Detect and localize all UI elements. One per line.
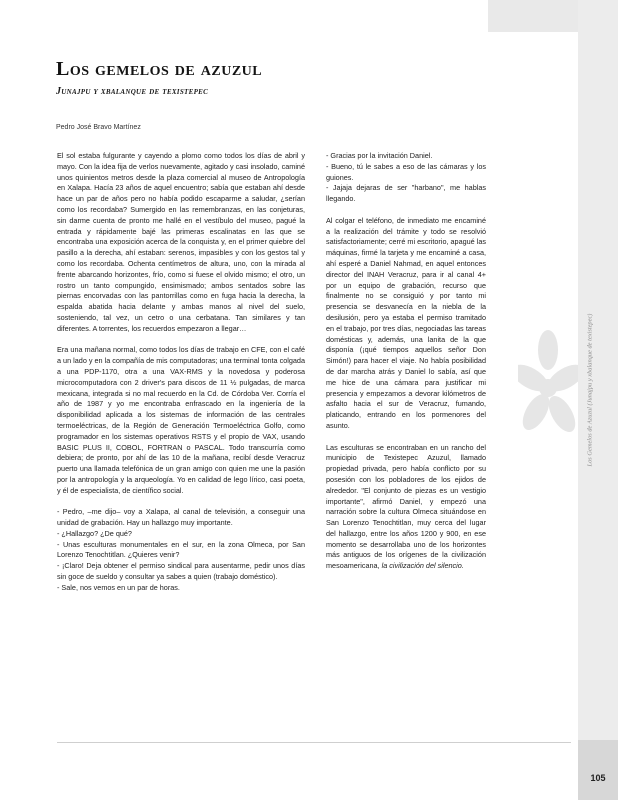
paragraph: El sol estaba fulgurante y cayendo a plomo como todos los días de abril y mayo. Con la idea fija de verlos nuevamente, agitado y casi insolado, caminé unos quinientos metros desde la plaza comercial al museo de Antropología en Xalapa. Hacía 23 años de aquel encuentro; sabía que estaban ahí desde hace un par de años pero no había podido escaparme a saludar, ¿serían como los recordaba? Sumergido en las remembranzas, en las conjeturas, sin darme cuenta de pronto me hallé en el vestíbulo del museo, pagué la entrada y rápidamente bajé las primeras escalinatas en las que se encontraba una exposición acerca de la conquista y, en el primer quiebre del pasillo a la derecha, ahí estaban: serenos, impasibles y con los gestos tal y como los recordaba. Ochenta centímetros de altura, uno, con la mirada al frente abarcando horizontes, frío, como si fuese el olvido mismo; el otro, un rostro un tanto compungido, ensimismado; ambos sentados sobre las piernas encorvadas con las pantorrillas como en fuga hacia la derecha, la espalda abatida hacia delante y ambas manos al nivel del suelo, sosteniendo, tal vez, un cetro o una cerbatana. Tan similares y tan diferentes. A torrentes, los recuerdos empezaron a llegar… [57, 151, 305, 333]
author-name: Pedro José Bravo Martínez [56, 124, 141, 131]
left-column [57, 151, 305, 604]
running-head: Los Gemelos de Azuzul (Junajpu y xbalanque de texistepec) [586, 313, 594, 467]
italic-phrase: la civilización del silencio. [381, 561, 464, 571]
paragraph [326, 443, 486, 573]
paragraph: Era una mañana normal, como todos los días de trabajo en CFE, con el café a un lado y en la compañía de mis computadoras; una terminal tonta colgada a una PDP-1170, otra a una VAX-RMS y la novedosa y poderosa microcomputadora con 2 driver's para discos de 11 ½ pulgadas, de marca mexicana, integrada si no mal recuerdo en la Cd. de Córdoba Ver. Corría el año de 1987 y yo me encontraba enfrascado en la ingeniería de la disponibilidad aplicada a los sistemas de información de las centrales termoeléctricas, de la Región de Generación Termoeléctrica Golfo, como programador en los sistemas operativos RSTS y el propio de VAX, usando BASIC PLUS II, COBOL, FORTRAN o PASCAL. Todo transcurría como debiera; de pronto, por ahí de las 10 de la mañana, recibí desde Veracruz puerto una llamada telefónica de un gran amigo con quien me une la pasión por la antropología y la arqueología. Yo en calidad de lego lírico, casi poeta, y él de especialista, de científico social. [57, 345, 305, 495]
header-tab-decoration [488, 0, 578, 32]
paragraph-text: Las esculturas se encontraban en un rancho del municipio de Texistepec Azuzul, llamado propiedad privada, pero había conflicto por su posesión con los pobladores de los ejidos de alrededor. "El conjunto de piezas es un vestigio importante", afirmó Daniel, y empezó una narración sobre la cultura Olmeca situándose en San Lorenzo Tenochtitlan, muy cerca del lugar del hallazgo, entre los años 1200 y 900, en ese momento se desarrollaba uno de los horizontes más antiguos de los orígenes de la civilización mesoamericana, [326, 442, 486, 571]
page-number: 105 [590, 773, 606, 783]
article-title: Los gemelos de azuzul [56, 58, 263, 80]
margin-band [578, 0, 618, 800]
article-subtitle: Junajpu y xbalanque de texistepec [56, 86, 209, 97]
dialogue-paragraph: - Gracias por la invitación Daniel. - Bueno, tú le sabes a eso de las cámaras y los guiones. - Jajaja dejaras de ser "harbano", me hablas llegando. [326, 151, 486, 204]
right-column [326, 151, 486, 583]
flower-ornament-icon [518, 330, 578, 450]
page-number-band [578, 740, 618, 800]
dialogue-paragraph: - Pedro, –me dijo– voy a Xalapa, al canal de televisión, a conseguir una unidad de grabación. Hay un hallazgo muy importante. - ¿Hallazgo? ¿De qué? - Unas esculturas monumentales en el sur, en la zona Olmeca, por San Lorenzo Tenochtitlan. ¿Quieres venir? - ¡Claro! Deja obtener el permiso sindical para ausentarme, pedir unos días sin goce de sueldo y consultar ya sabes a quien (trabajo doméstico). - Sale, nos vemos en un par de horas. [57, 507, 305, 592]
footer-rule [57, 742, 571, 743]
paragraph: Al colgar el teléfono, de inmediato me encaminé a la realización del trámite y todo se resolvió satisfactoriamente; cerré mi escritorio, apagué las máquinas, firmé la tarjeta y me encaminé a casa, ahí esperé a Daniel Nahmad, en aquel entonces director del INAH Veracruz, para ir al canal 4+ por un equipo de grabación, recurso que finalmente no se consiguió y por tanto mi presencia se desvanecía en la niebla de la desilusión, pero ya estaba el permiso tramitado en el trabajo, por tres días, negociadas las tareas domésticas y, además, una lanita de la que disponía (¡qué tiempos aquellos señor Don Simón!) para hacer el viaje. No había posibilidad de dar marcha atrás y Daniel lo sabía, así que me hice de una cámara para justificar mi presencia y empezamos a devorar kilómetros de asfalto hacia el sur de Veracruz, fumando, platicando, entrando en los pormenores del asunto. [326, 215, 486, 430]
